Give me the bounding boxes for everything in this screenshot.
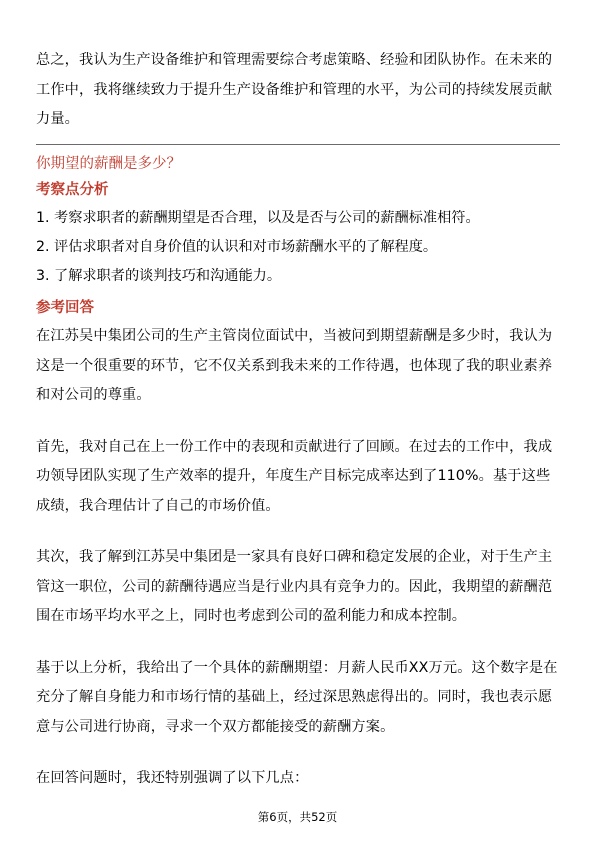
paragraph-spacer — [36, 742, 560, 764]
paragraph-spacer — [36, 411, 560, 433]
document-page — [36, 46, 560, 794]
answer-paragraph: 首先，我对自己在上一份工作中的表现和贡献进行了回顾。在过去的工作中，我成功领导团队实现了生产效率的提升，年度生产目标完成率达到了110%。基于这些成绩，我合理估计了自己的市场价值。 — [36, 438, 553, 514]
section-divider — [36, 144, 560, 145]
answer-paragraph: 基于以上分析，我给出了一个具体的薪酬期望：月薪人民币XX万元。这个数字是在充分了解自身能力和市场行情的基础上，经过深思熟虑得出的。同时，我也表示愿意与公司进行协商，寻求一个双方都能接受的薪酬方案。 — [36, 659, 558, 735]
paragraph-spacer — [36, 632, 560, 654]
analysis-item: 2. 评估求职者对自身价值的认识和对市场薪酬水平的了解程度。 — [36, 238, 438, 255]
analysis-item: 3. 了解求职者的谈判技巧和沟通能力。 — [36, 267, 282, 284]
answer-paragraph: 在回答问题时，我还特别强调了以下几点： — [36, 770, 309, 787]
analysis-item: 1. 考察求职者的薪酬期望是否合理，以及是否与公司的薪酬标准相符。 — [36, 209, 480, 226]
answer-paragraph: 在江苏吴中集团公司的生产主管岗位面试中，当被问到期望薪酬是多少时，我认为这是一个很重要的环节，它不仅关系到我未来的工作待遇，也体现了我的职业素养和对公司的尊重。 — [36, 328, 553, 404]
page-number-footer: 第6页，共52页 — [257, 810, 338, 824]
answer-heading: 参考回答 — [36, 300, 94, 317]
answer-paragraph: 其次，我了解到江苏吴中集团是一家具有良好口碑和稳定发展的企业，对于生产主管这一职位，公司的薪酬待遇应当是行业内具有竞争力的。因此，我期望的薪酬范围在市场平均水平之上，同时也考虑到公司的盈利能力和成本控制。 — [36, 549, 553, 625]
analysis-heading: 考察点分析 — [36, 181, 109, 198]
analysis-list — [36, 204, 560, 292]
question-title: 你期望的薪酬是多少？ — [36, 155, 181, 172]
paragraph-spacer — [36, 521, 560, 543]
conclusion-paragraph: 总之，我认为生产设备维护和管理需要综合考虑策略、经验和团队协作。在未来的工作中，我将继续致力于提升生产设备维护和管理的水平，为公司的持续发展贡献力量。 — [36, 52, 553, 127]
